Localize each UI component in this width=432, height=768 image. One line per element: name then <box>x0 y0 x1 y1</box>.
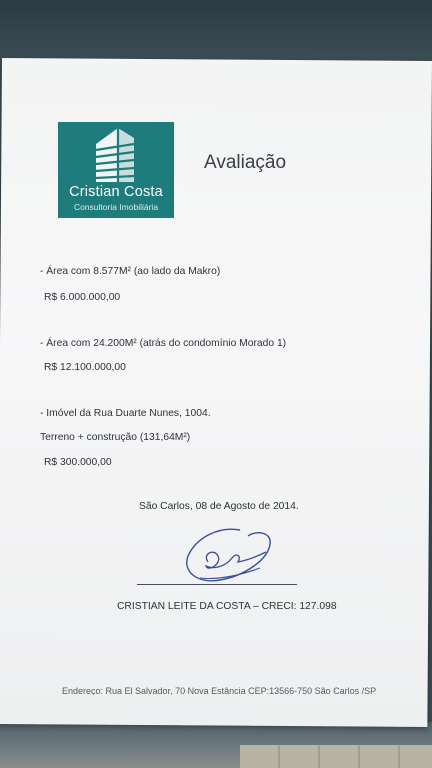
item-2-price: R$ 12.100.000,00 <box>44 362 126 373</box>
floor-tiles <box>240 745 432 768</box>
document-title: Avaliação <box>204 152 287 173</box>
item-2-description: - Área com 24.200M² (atrás do condomínio Morado 1) <box>40 338 287 349</box>
building-icon <box>88 126 144 184</box>
place-and-date: São Carlos, 08 de Agosto de 2014. <box>139 501 299 512</box>
handwritten-signature <box>178 526 278 596</box>
item-1-description: - Área com 8.577M² (ao lado da Makro) <box>40 266 221 277</box>
signatory-name: CRISTIAN LEITE DA COSTA – CRECI: 127.098 <box>117 601 337 612</box>
address-footer: Endereço: Rua El Salvador, 70 Nova Estância CEP:13566-750 São Carlos /SP <box>62 686 377 695</box>
item-3-description: - Imóvel da Rua Duarte Nunes, 1004. <box>40 408 211 419</box>
company-logo <box>58 122 174 218</box>
item-3-detail: Terreno + construção (131,64M²) <box>40 432 191 443</box>
item-3-price: R$ 300.000,00 <box>44 457 112 468</box>
logo-company-name: Cristian Costa <box>69 184 163 200</box>
logo-subtitle: Consultoria Imobiliária <box>73 202 159 212</box>
item-1-price: R$ 6.000.000,00 <box>44 292 121 303</box>
signature-line <box>137 584 297 585</box>
